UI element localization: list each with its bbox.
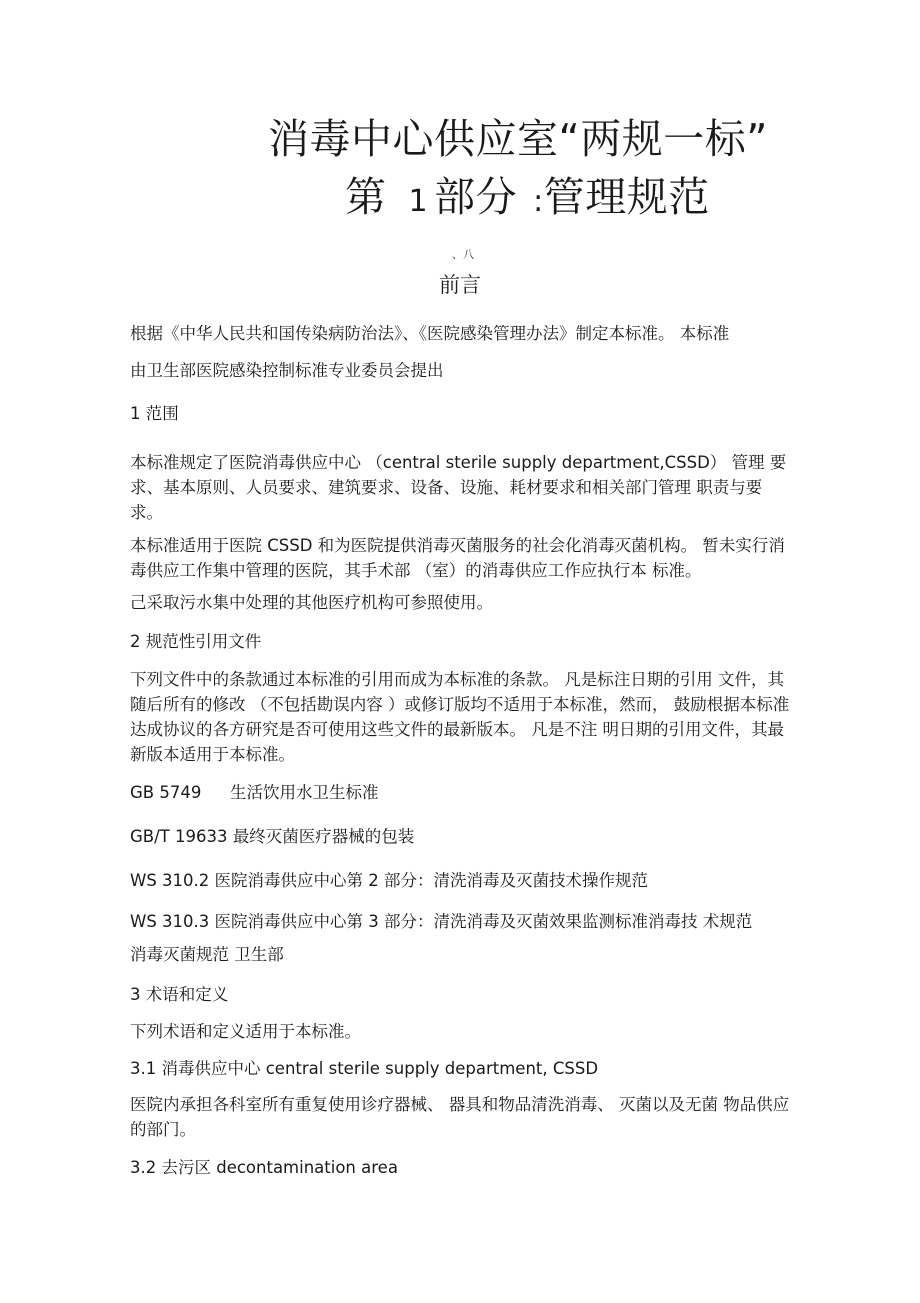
- section3-heading: 3 术语和定义: [130, 985, 229, 1004]
- section2-heading: 2 规范性引用文件: [130, 632, 262, 651]
- reference-code: GB 5749: [130, 783, 202, 802]
- reference-ws310-3: WS 310.3 医院消毒供应中心第 3 部分：清洗消毒及灭菌效果监测标准消毒技 术规范: [130, 912, 753, 931]
- term-3-1-heading: 3.1 消毒供应中心 central sterile supply department, CSSD: [130, 1059, 599, 1078]
- document-title-line1: 消毒中心供应室“两规一标”: [268, 115, 768, 163]
- document-title-line2: [345, 170, 710, 229]
- preface-heading: 前言: [439, 273, 481, 297]
- section1-heading: 1 范围: [130, 404, 179, 423]
- section2-para1: 下列文件中的条款通过本标准的引用而成为本标准的条款。 凡是标注日期的引用 文件，其随后所有的修改 （不包括勘误内容 ）或修订版均不适用于本标准，然而， 鼓励根据本标准达成协议的各方研究是否可使用这些文件的最新版本。 凡是不注 明日期的引用文件，其最新版本适用于本标准。: [130, 670, 790, 764]
- reference-ws310-2: WS 310.2 医院消毒供应中心第 2 部分：清洗消毒及灭菌技术操作规范: [130, 871, 649, 890]
- title-subtitle: 管理规范: [543, 173, 710, 221]
- reference-disinfection-spec: 消毒灭菌规范 卫生部: [130, 945, 284, 964]
- reference-gbt19633: GB/T 19633 最终灭菌医疗器械的包装: [130, 827, 415, 846]
- small-mark: 、八: [452, 248, 474, 261]
- reference-gb5749: [130, 780, 379, 805]
- section1-para1: 本标准规定了医院消毒供应中心 （central sterile supply department,CSSD） 管理 要求、基本原则、人员要求、建筑要求、设备、设施、耗材要求和相关部门管理 职责与要求。: [130, 453, 787, 522]
- term-3-2-heading: 3.2 去污区 decontamination area: [130, 1158, 398, 1177]
- term-3-1-definition: 医院内承担各科室所有重复使用诊疗器械、 器具和物品清洗消毒、 灭菌以及无菌 物品供应的部门。: [130, 1095, 790, 1139]
- title-part-label: 第: [345, 173, 387, 221]
- reference-title: 生活饮用水卫生标准: [230, 783, 379, 802]
- section3-intro: 下列术语和定义适用于本标准。: [130, 1022, 361, 1041]
- section1-para3: 己采取污水集中处理的其他医疗机构可参照使用。: [130, 593, 493, 612]
- title-part-number: 1: [408, 184, 429, 219]
- title-part-suffix: 部分: [434, 173, 518, 221]
- section1-para2: 本标准适用于医院 CSSD 和为医院提供消毒灭菌服务的社会化消毒灭菌机构。 暂未实行消毒供应工作集中管理的医院，其手术部 （室）的消毒供应工作应执行本 标准。: [130, 536, 785, 580]
- title-colon: :: [533, 184, 544, 219]
- preface-line1: 根据《中华人民共和国传染病防治法》、《医院感染管理办法》制定本标准。 本标准: [130, 324, 730, 343]
- preface-line2: 由卫生部医院感染控制标准专业委员会提出: [130, 361, 444, 380]
